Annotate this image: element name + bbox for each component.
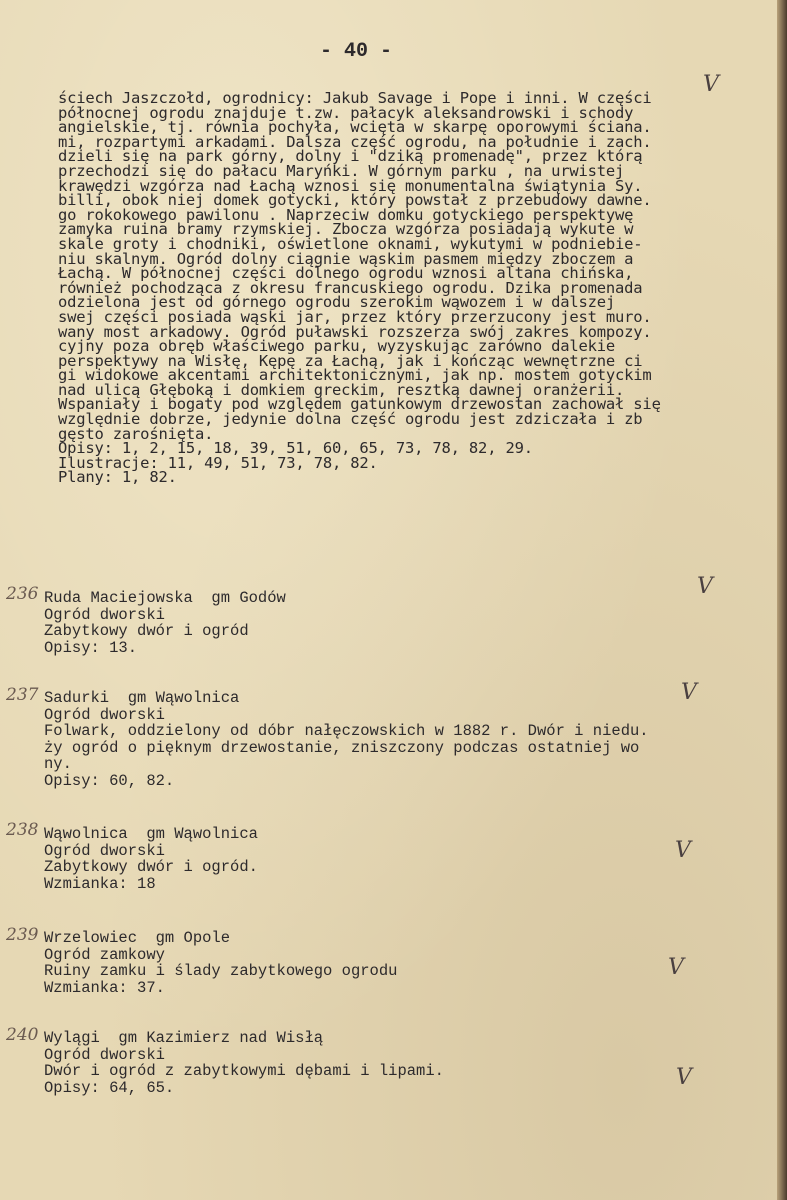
main-text-line: względnie dobrze, jedynie dolna część ogrodu jest zdziczała i zb bbox=[58, 410, 643, 429]
entry-number-239: 239 bbox=[6, 925, 39, 945]
main-text-line: billi, obok niej domek gotycki, który powstał z przebudowy dawne. bbox=[58, 191, 652, 210]
main-text-line: ściech Jaszczołd, ogrodnicy: Jakub Savage i Pope i inni. W części bbox=[58, 89, 652, 107]
entry-237-title: Sadurki gm Wąwolnica bbox=[44, 689, 240, 707]
entry-240-description: Dwór i ogród z zabytkowymi dębami i lipami. bbox=[44, 1062, 444, 1080]
entry-236-references: Opisy: 13. bbox=[44, 638, 138, 657]
main-text-line: Wspaniały i bogaty pod względem gatunkowym drzewostan zachował się bbox=[58, 395, 661, 414]
main-text-line: gęsto zarośnięta. bbox=[58, 424, 214, 443]
entry-240-references: Opisy: 64, 65. bbox=[44, 1078, 175, 1097]
entry-236-type: Ogród dworski bbox=[44, 605, 165, 624]
main-text-line: wany most arkadowy. Ogród puławski rozszerza swój zakres kompozy. bbox=[58, 322, 652, 341]
entry-238 bbox=[44, 826, 258, 892]
check-mark-237: V bbox=[681, 680, 697, 705]
main-text-line: również pochodząca z okresu francuskiego ogrodu. Dzika promenada bbox=[58, 278, 643, 297]
main-text-line: mi, rozpartymi arkadami. Dalsza część ogrodu, na południe i zach. bbox=[58, 132, 652, 151]
check-mark-240: V bbox=[676, 1065, 692, 1090]
entry-239-type: Ogród zamkowy bbox=[44, 945, 165, 964]
entry-239-title: Wrzelowiec gm Opole bbox=[44, 929, 231, 947]
main-text-line: perspektywy na Wisłę, Kępę za Łachą, jak i kończąc wewnętrzne ci bbox=[58, 351, 643, 370]
main-text-line: nad ulicą Głęboką i domkiem greckim, resztką dawnej oranżerii. bbox=[58, 380, 625, 399]
check-mark-239: V bbox=[668, 955, 684, 980]
entry-236-description: Zabytkowy dwór i ogród bbox=[44, 622, 249, 640]
entry-number-238: 238 bbox=[6, 820, 39, 840]
check-mark-236: V bbox=[697, 574, 713, 599]
main-text-line: zamyka ruina bramy rzymskiej. Zbocza wzgórza posiadają wykute w bbox=[58, 220, 634, 239]
main-text-line: Opisy: 1, 2, 15, 18, 39, 51, 60, 65, 73, 78, 82, 29. bbox=[58, 439, 533, 458]
entry-238-title: Wąwolnica gm Wąwolnica bbox=[44, 825, 258, 843]
main-text-line: angielskie, tj. równia pochyła, wcięta w skarpę oporowymi ściana. bbox=[58, 118, 652, 137]
entry-number-237: 237 bbox=[6, 685, 39, 705]
main-text-line: Łachą. W północnej części dolnego ogrodu wznosi altana chińska, bbox=[58, 264, 634, 283]
entry-237-references: Opisy: 60, 82. bbox=[44, 771, 175, 790]
main-text-line: Ilustracje: 11, 49, 51, 73, 78, 82. bbox=[58, 453, 378, 472]
entry-237-description: ży ogród o pięknym drzewostanie, zniszczony podczas ostatniej wo bbox=[44, 738, 640, 757]
entry-239-references: Wzmianka: 37. bbox=[44, 978, 165, 997]
main-text-line: skale groty i chodniki, oświetlone oknami, wykutymi w podniebie- bbox=[58, 234, 643, 253]
entry-number-240: 240 bbox=[6, 1025, 39, 1045]
main-text-line: krawędzi wzgórza nad Łachą wznosi się monumentalna świątynia Sy. bbox=[58, 176, 643, 195]
main-text-line: cyjny poza obręb właściwego parku, wyzyskując zarówno dalekie bbox=[58, 337, 616, 356]
entry-239-description: Ruiny zamku i ślady zabytkowego ogrodu bbox=[44, 962, 398, 980]
check-mark-238: V bbox=[675, 838, 691, 863]
entry-237-type: Ogród dworski bbox=[44, 705, 165, 724]
main-text-line: północnej ogrodu znajduje t.zw. pałacyk aleksandrowski i schody bbox=[58, 103, 634, 122]
main-text-line: odzielona jest od górnego ogrodu szerokim wąwozem i w dalszej bbox=[58, 293, 616, 312]
entry-240-type: Ogród dworski bbox=[44, 1045, 165, 1064]
entry-237 bbox=[44, 690, 649, 789]
entry-239 bbox=[44, 930, 397, 996]
entry-238-references: Wzmianka: 18 bbox=[44, 874, 156, 893]
entry-237-description: Folwark, oddzielony od dóbr nałęczowskich w 1882 r. Dwór i niedu. bbox=[44, 722, 649, 740]
main-text-line: go rokokowego pawilonu . Naprzeciw domku gotyckiego perspektywę bbox=[58, 205, 634, 224]
entry-240 bbox=[44, 1030, 444, 1096]
main-text-block bbox=[58, 91, 661, 485]
entry-237-description: ny. bbox=[44, 755, 72, 773]
entry-238-type: Ogród dworski bbox=[44, 841, 165, 860]
main-text-line: dzieli się na park górny, dolny i "dziką promenadę", przez którą bbox=[58, 147, 643, 166]
entry-number-236: 236 bbox=[6, 584, 39, 604]
page-edge bbox=[777, 0, 787, 1200]
entry-238-description: Zabytkowy dwór i ogród. bbox=[44, 858, 258, 876]
entry-236 bbox=[44, 590, 286, 656]
page-number: - 40 - bbox=[320, 40, 393, 63]
check-mark-main: V bbox=[703, 72, 719, 97]
main-text-line: niu skalnym. Ogród dolny ciągnie wąskim pasmem między zboczem a bbox=[58, 249, 634, 268]
entry-236-title: Ruda Maciejowska gm Godów bbox=[44, 589, 286, 607]
entry-240-title: Wylągi gm Kazimierz nad Wisłą bbox=[44, 1029, 324, 1047]
main-text-line: swej części posiada wąski jar, przez który przerzucony jest muro. bbox=[58, 307, 652, 326]
main-text-line: przechodzi się do pałacu Maryńki. W górnym parku , na urwistej bbox=[58, 161, 625, 180]
main-text-line: Plany: 1, 82. bbox=[58, 468, 177, 487]
main-text-line: gi widokowe akcentami architektonicznymi, jak np. mostem gotyckim bbox=[58, 366, 652, 385]
